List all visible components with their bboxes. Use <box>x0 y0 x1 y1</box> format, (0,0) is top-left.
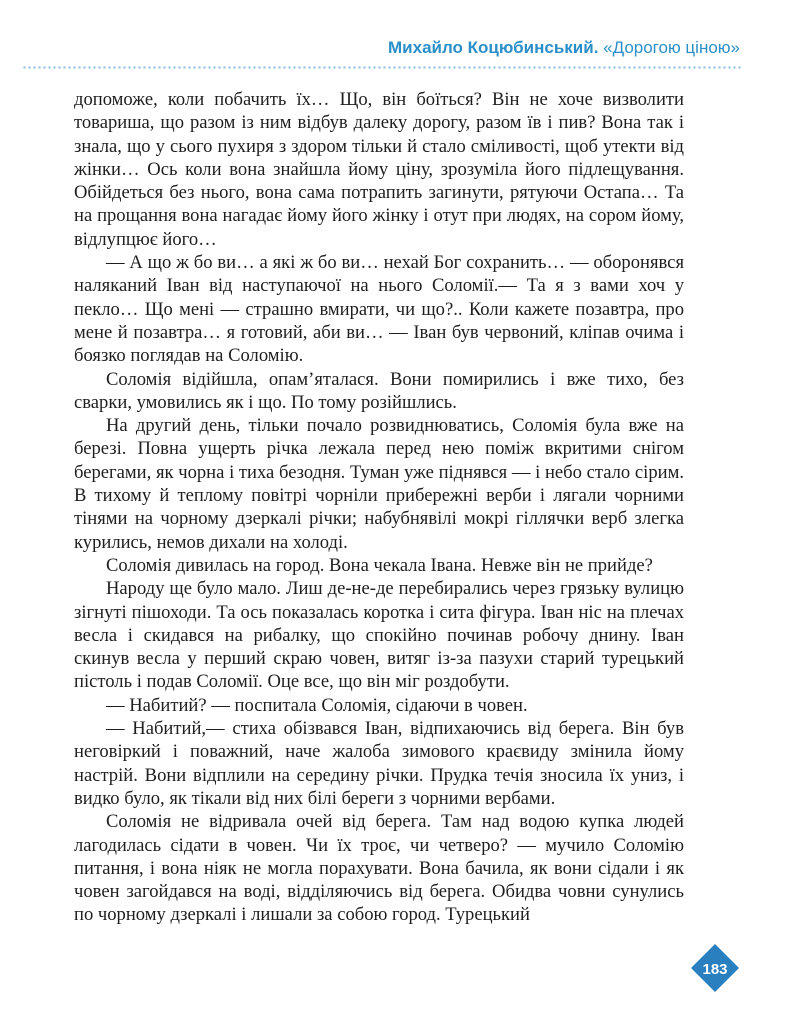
dotted-divider <box>22 66 742 69</box>
paragraph: Соломія не відривала очей від берега. Там над водою купка людей лагодилась сідати в човен. Чи їх троє, чи четверо? — мучило Соломію питання, і вона ніяк не могла порахувати. Вона бачила, як вони сідали і як човен загойдався на воді, відділяючись від берега. Обидва човни сунулись по чорному дзеркалі і лишали за собою город. Турецький <box>74 811 684 926</box>
page-number: 183 <box>702 961 728 978</box>
paragraph: Народу ще було мало. Лиш де-не-де перебирались через грязьку вулицю зігнуті пішоходи. Та ось показалась коротка і сита фігура. Іван ніс на плечах весла і скидався на рибалку, що спокійно починав робочу днину. Іван скинув весла у перший скраю човен, витяг із-за пазухи старий турецький пістоль і подав Соломії. Оце все, що він міг роздобути. <box>74 578 684 693</box>
header-author: Михайло Коцюбинський. <box>388 38 599 57</box>
header-title: «Дорогою ціною» <box>603 38 740 57</box>
paragraph: — А що ж бо ви… а які ж бо ви… нехай Бог сохранить… — оборонявся наляканий Іван від наступаючої на нього Соломії.— Та я з вами хоч у пекло… Що мені — страшно вмирати, чи що?.. Коли кажете позавтра, про мене й позавтра… я готовий, аби ви… — Іван був червоний, кліпав очима і боязко поглядав на Соломію. <box>74 252 684 367</box>
body-text <box>74 88 684 927</box>
page-number-badge <box>689 942 741 994</box>
paragraph: На другий день, тільки почало розвиднюватись, Соломія була вже на березі. Повна ущерть річка лежала перед нею поміж вкритими снігом берегами, як чорна і тиха безодня. Туман уже піднявся — і небо стало сірим. В тихому й теплому повітрі чорніли прибережні верби і лягали чорними тінями на чорному дзеркалі річки; набубнявілі мокрі гіллячки верб злегка курились, немов дихали на холоді. <box>74 415 684 553</box>
paragraph: — Набитий? — поспитала Соломія, сідаючи в човен. <box>106 694 528 716</box>
paragraph: — Набитий,— стиха обізвався Іван, відпихаючись від берега. Він був неговіркий і поважний, наче жалоба зимового краєвиду змінила йому настрій. Вони відплили на середину річки. Прудка течія зносила їх униз, і видко було, як тікали від них білі береги з чорними вербами. <box>74 718 684 809</box>
paragraph: допоможе, коли побачить їх… Що, він боїться? Він не хоче визволити товариша, що разом із ним відбув далеку дорогу, разом їв і пив? Вона так і знала, що у сього пухиря з здором тільки й стало сміливості, щоб утекти від жінки… Ось коли вона знайшла йому ціну, зрозуміла його підлещування. Обійдеться без нього, вона сама потрапить загинути, рятуючи Остапа… Та на прощання вона нагадає йому його жінку і отут при людях, на сором йому, відлупцює його… <box>74 89 684 250</box>
paragraph: Соломія відійшла, опам’яталася. Вони помирились і вже тихо, без сварки, умовились як і що. По тому розійшлись. <box>74 368 684 413</box>
paragraph: Соломія дивилась на город. Вона чекала Івана. Невже він не прийде? <box>106 554 653 576</box>
running-header <box>388 38 740 58</box>
